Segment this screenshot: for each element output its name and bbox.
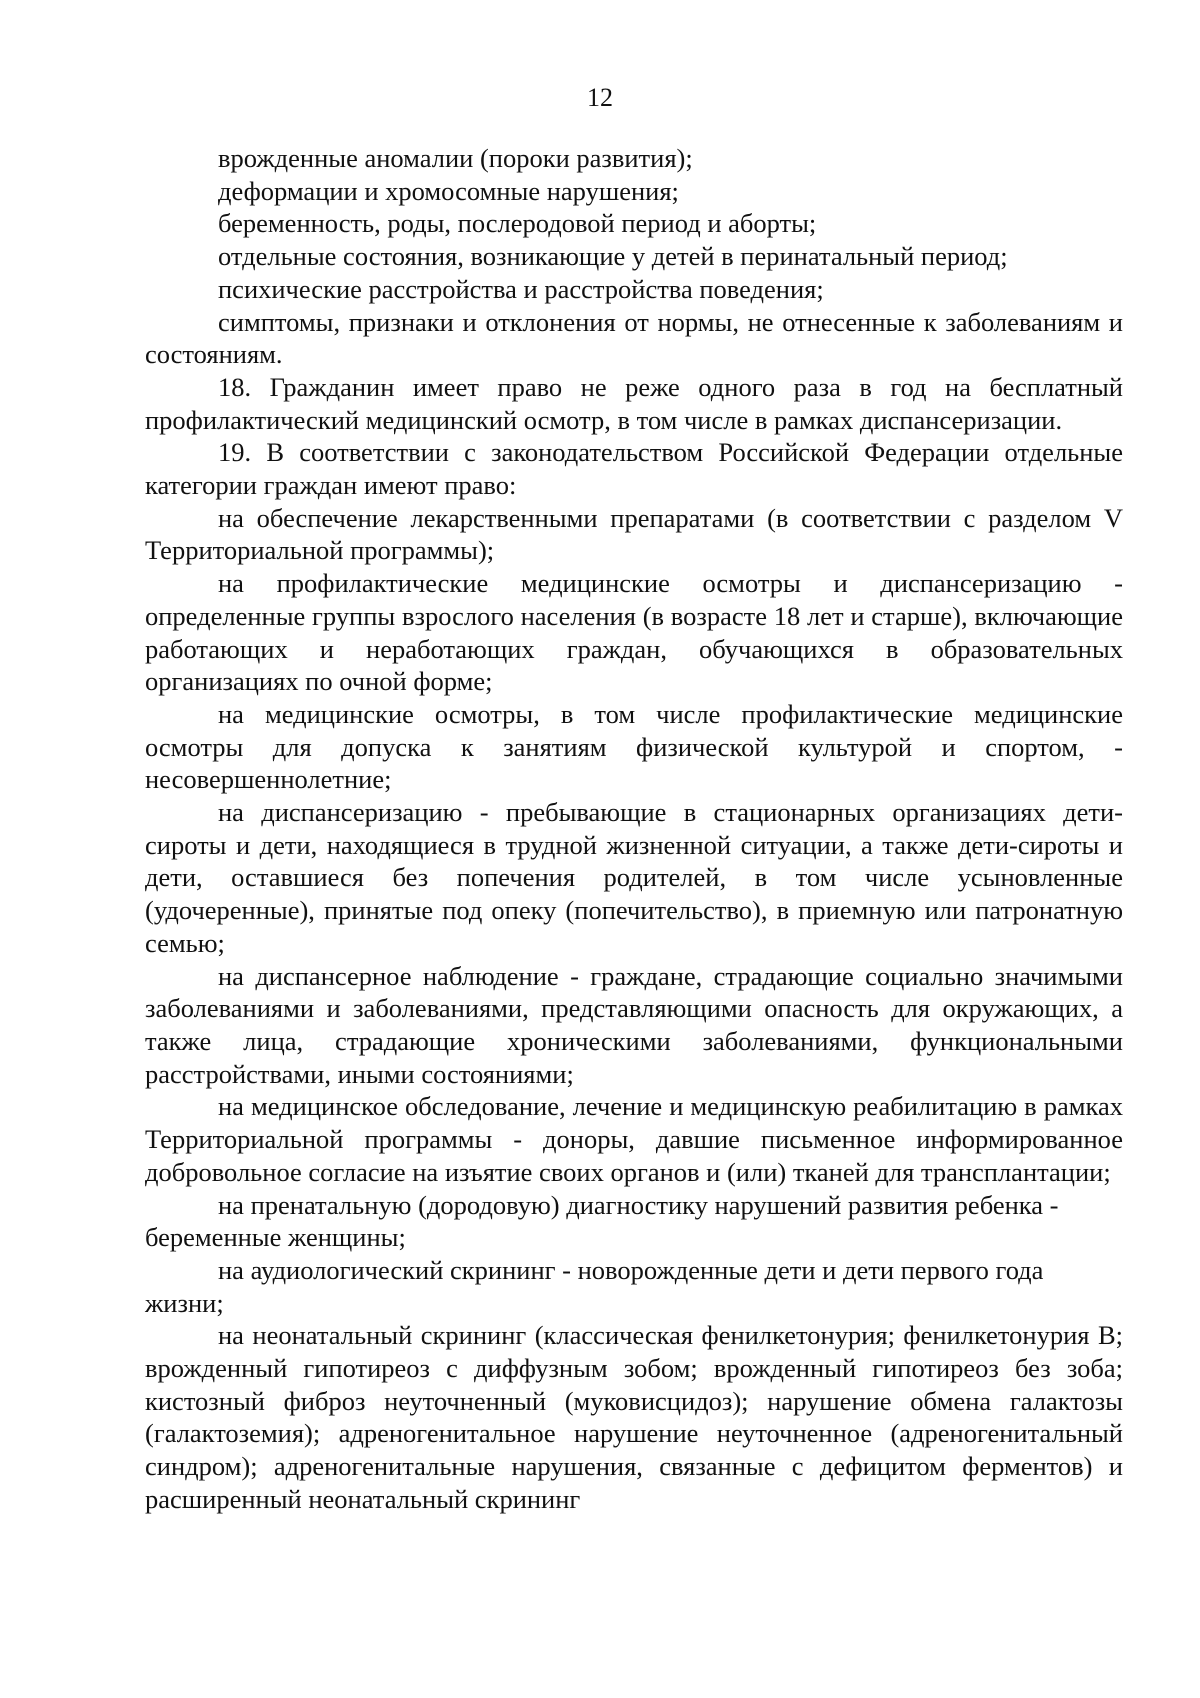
right-medicines: на обеспечение лекарственными препаратами (в соответствии с разделом V Территориальной программы); xyxy=(145,502,1123,566)
document-body xyxy=(145,142,1123,1516)
right-audiological-screening: на аудиологический скрининг - новорожденные дети и дети первого года жизни; xyxy=(145,1254,1044,1318)
right-dispensary-observation: на диспансерное наблюдение - граждане, страдающие социально значимыми заболеваниями и заболеваниями, представляющими опасность для окружающих, а также лица, страдающие хроническими заболеваниями, функциональными расстройствами, иными состояниями; xyxy=(145,960,1123,1089)
right-preventive-checkups: на профилактические медицинские осмотры и диспансеризацию - определенные группы взрослого населения (в возрасте 18 лет и старше), включающие работающих и неработающих граждан, обучающихся в образовательных организациях по очной форме; xyxy=(145,568,1123,697)
list-item-mental-disorders: психические расстройства и расстройства поведения; xyxy=(218,273,824,304)
right-prenatal-diagnostics: на пренатальную (дородовую) диагностику нарушений развития ребенка - беременные женщины; xyxy=(145,1189,1059,1253)
list-item-deformations: деформации и хромосомные нарушения; xyxy=(218,175,679,206)
list-item-symptoms: симптомы, признаки и отклонения от нормы, не отнесенные к заболеваниям и состояниям. xyxy=(145,306,1123,370)
clause-18: 18. Гражданин имеет право не реже одного раза в год на бесплатный профилактический медицинский осмотр, в том числе в рамках диспансеризации. xyxy=(145,371,1123,435)
right-minor-checkups: на медицинские осмотры, в том числе профилактические медицинские осмотры для допуска к занятиям физической культурой и спортом, - несовершеннолетние; xyxy=(145,698,1123,795)
clause-19: 19. В соответствии с законодательством Российской Федерации отдельные категории граждан имеют право: xyxy=(145,437,1123,501)
page-number: 12 xyxy=(587,83,613,112)
list-item-perinatal: отдельные состояния, возникающие у детей в перинатальный период; xyxy=(218,241,1008,272)
right-neonatal-screening: на неонатальный скрининг (классическая фенилкетонурия; фенилкетонурия B; врожденный гипотиреоз с диффузным зобом; врожденный гипотиреоз без зоба; кистозный фиброз неуточненный (муковисцидоз); нарушение обмена галактозы (галактоземия); адреногенитальное нарушение неуточненное (адреногенитальный синдром); адреногенитальные нарушения, связанные с дефицитом ферментов) и расширенный неонатальный скрининг xyxy=(145,1320,1123,1514)
list-item-congenital-anomalies: врожденные аномалии (пороки развития); xyxy=(218,143,693,173)
right-donor-examination: на медицинское обследование, лечение и медицинскую реабилитацию в рамках Территориальной программы - доноры, давшие письменное информированное добровольное согласие на изъятие своих органов и (или) тканей для трансплантации; xyxy=(145,1091,1123,1187)
right-orphan-dispensarization: на диспансеризацию - пребывающие в стационарных организациях дети-сироты и дети, находящиеся в трудной жизненной ситуации, а также дети-сироты и дети, оставшиеся без попечения родителей, в том числе усыновленные (удочеренные), принятые под опеку (попечительство), в приемную или патронатную семью; xyxy=(145,797,1123,958)
list-item-pregnancy: беременность, роды, послеродовой период и аборты; xyxy=(218,208,817,239)
